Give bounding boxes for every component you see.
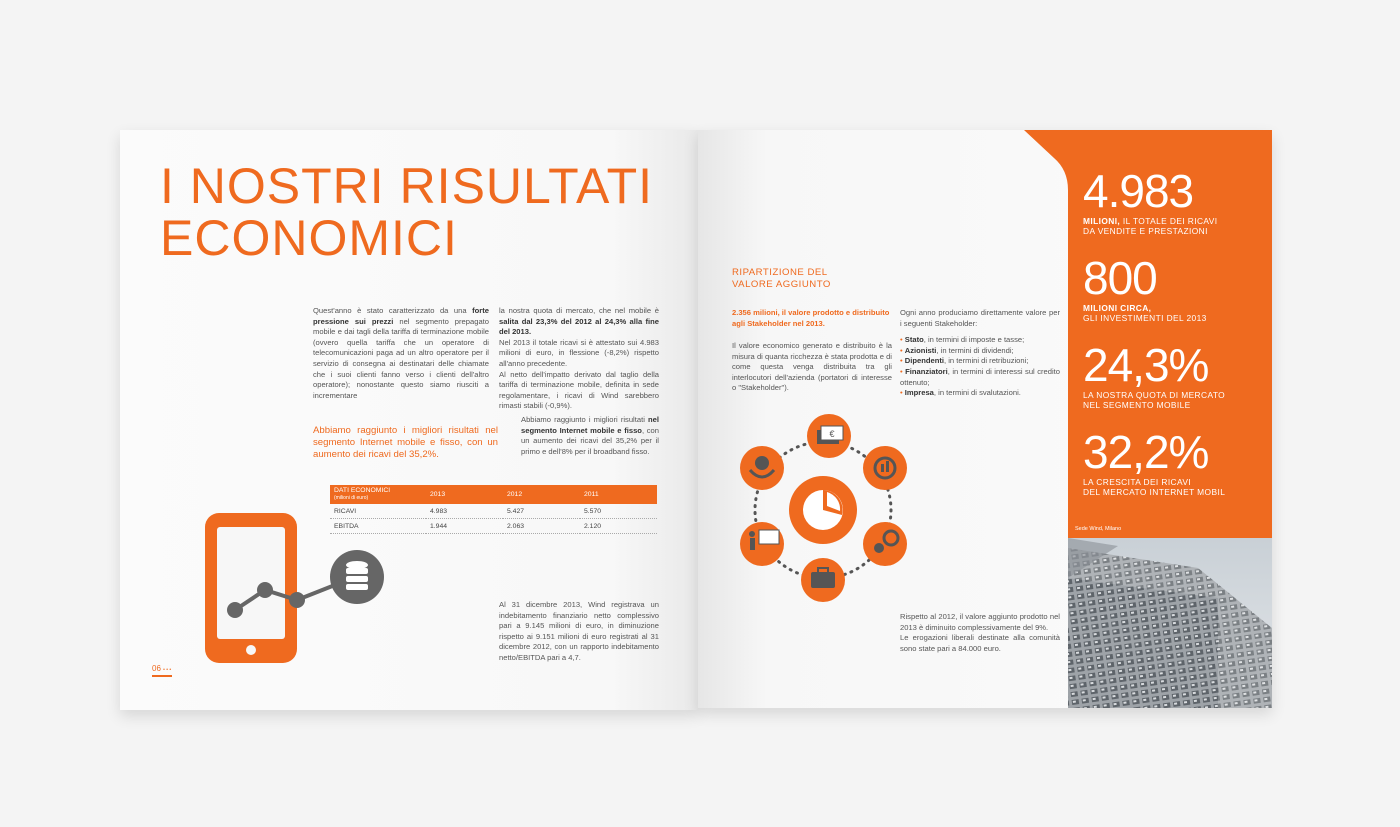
kpi-label: MILIONI, IL TOTALE DEI RICAVI xyxy=(1083,216,1218,226)
table-header-year: 2012 xyxy=(503,485,580,504)
kpi-label: LA NOSTRA QUOTA DI MERCATO xyxy=(1083,390,1226,400)
kpi-block xyxy=(1083,426,1226,497)
svg-text:€: € xyxy=(829,429,835,439)
highlight-quote: Abbiamo raggiunto i migliori risultati nel segmento Internet mobile e fisso, con un aumento dei ricavi del 35,2%. xyxy=(313,425,498,460)
kpi-block xyxy=(1083,339,1226,410)
list-item: • Impresa, in termini di svalutazioni. xyxy=(900,388,1021,398)
chart-coin-icon xyxy=(863,446,907,490)
phone-screen xyxy=(217,527,285,639)
chart-node xyxy=(257,582,273,598)
table-cell: 5.427 xyxy=(503,504,580,519)
building-photo xyxy=(1068,538,1272,708)
body-column-1: Quest'anno è stato caratterizzato da una forte pressione sui prezzi nel segmento prepagato mobile e dai tagli della tariffa di terminazione mobile (ovvero quella tariffa che un operatore di telecomunicazioni paga ad un altro operatore per il servizio di consegna ai destinatari delle chiamate che i suoi clienti fanno verso i clienti dell'altro operatore); nonostante questo siamo riusciti a incrementare xyxy=(313,306,489,400)
kpi-label: MILIONI CIRCA, xyxy=(1083,303,1152,313)
table-header-year: 2011 xyxy=(580,485,657,504)
table-cell: EBITDA xyxy=(330,519,426,534)
kpi-number: 4.983 xyxy=(1083,165,1194,217)
kpi-number: 800 xyxy=(1083,252,1157,304)
photo-caption: Sede Wind, Milano xyxy=(1075,526,1122,532)
table-cell: 1.944 xyxy=(426,519,503,534)
table-header-row xyxy=(330,485,657,504)
kpi-label: LA CRESCITA DEI RICAVI xyxy=(1083,477,1192,487)
smartphone-chart-illustration xyxy=(195,505,395,665)
briefcase-icon xyxy=(801,558,845,602)
table-header-year: 2013 xyxy=(426,485,503,504)
gears-people-icon xyxy=(863,522,907,566)
table-cell: RICAVI xyxy=(330,504,426,519)
kpi-label: DA VENDITE E PRESTAZIONI xyxy=(1083,226,1208,236)
kpi-label: DEL MERCATO INTERNET MOBIL xyxy=(1083,487,1226,497)
presentation-icon xyxy=(740,522,784,566)
table-cell: 2.120 xyxy=(580,519,657,534)
list-item: • Finanziatori, in termini di interessi sul credito ottenuto; xyxy=(900,366,1060,387)
kpi-number: 32,2% xyxy=(1083,426,1209,478)
kpi-label: GLI INVESTIMENTI DEL 2013 xyxy=(1083,313,1207,323)
money-icon xyxy=(807,414,851,458)
table-cell: 2.063 xyxy=(503,519,580,534)
body-column-2: la nostra quota di mercato, che nel mobile è salita dal 23,3% del 2012 al 24,3% alla fine del 2013. Nel 2013 il totale ricavi si è attestato sui 4.983 milioni di euro, in flessione (-8,2%) rispetto all'anno precedente. Al netto dell'impatto derivato dal taglio della tariffa di terminazione mobile, definita in sede regolamentare, i ricavi di Wind sarebbero rimasti stabili (-0,9%). xyxy=(499,306,659,411)
world-hands-icon xyxy=(740,446,784,490)
value-distribution-infographic xyxy=(735,408,915,608)
section-subheading: 2.356 milioni, il valore prodotto e distribuito agli Stakeholder nel 2013. xyxy=(732,308,890,328)
page-title: I NOSTRI RISULTATI ECONOMICI xyxy=(160,158,654,266)
chart-node xyxy=(227,602,243,618)
page-number: 06 • • • xyxy=(152,664,172,673)
table-header-label: DATI ECONOMICI (milioni di euro) xyxy=(330,485,426,504)
phone-home-button xyxy=(246,645,256,655)
kpi-block xyxy=(1083,252,1207,323)
table-cell: 4.983 xyxy=(426,504,503,519)
section-heading: RIPARTIZIONE DEL VALORE AGGIUNTO xyxy=(732,267,831,290)
list-item: • Stato, in termini di imposte e tasse; xyxy=(900,335,1025,345)
closing-paragraph: Rispetto al 2012, il valore aggiunto prodotto nel 2013 è diminuito complessivamente del 9%. Le erogazioni liberali destinate alla comunità sono state pari a 84.000 euro. xyxy=(900,612,1060,653)
table-cell: 5.570 xyxy=(580,504,657,519)
kpi-number: 24,3% xyxy=(1083,339,1209,391)
list-item: • Azionisti, in termini di dividendi; xyxy=(900,345,1014,355)
chart-node xyxy=(289,592,305,608)
page-number-underline xyxy=(152,675,172,677)
debt-paragraph: Al 31 dicembre 2013, Wind registrava un indebitamento finanziario netto complessivo pari a 9.145 milioni di euro, in diminuzione rispetto ai 9.151 milioni di euro registrati al 31 dicembre 2012, con un rapporto indebitamento netto/EBITDA pari a 4,7. xyxy=(499,600,659,662)
stakeholder-list: Ogni anno produciamo direttamente valore per i seguenti Stakeholder: • Stato, in termini di imposte e tasse; • Azionisti, in termini di dividendi; • Dipendenti, in termini di retribuzioni; • Finanziatori, in termini di interessi sul credito ottenuto; • Impresa, in termini di svalutazioni. xyxy=(900,308,1060,398)
kpi-label: NEL SEGMENTO MOBILE xyxy=(1083,400,1191,410)
body-column-2b: Abbiamo raggiunto i migliori risultati nel segmento Internet mobile e fisso, con un aumento dei ricavi del 35,2% per il primo e dell'8% per il broadband fisso. xyxy=(521,415,659,456)
list-item: • Dipendenti, in termini di retribuzioni; xyxy=(900,356,1029,366)
kpi-block xyxy=(1083,165,1218,236)
intro-paragraph: Il valore economico generato e distribuito è la misura di quanta ricchezza è stata prodotta e di come questa venga distribuita tra gli interlocutori dell'azienda (portatori di interesse o "Stakeholder"). xyxy=(732,341,892,393)
